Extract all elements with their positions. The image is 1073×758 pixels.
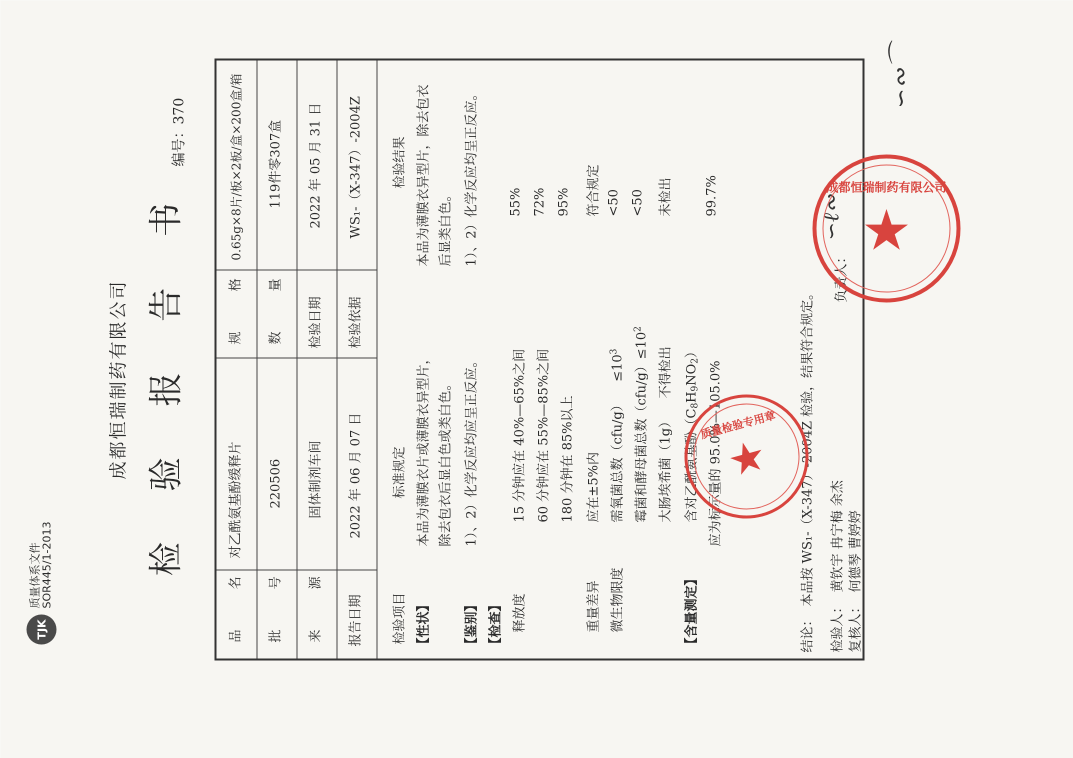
weight-variation-result: 符合规定 xyxy=(586,163,601,216)
basis-label: 检验依据 xyxy=(348,295,363,348)
report-date-label: 报告日期 xyxy=(348,593,363,646)
reviewer-names: 何德琴 曹婷婷 xyxy=(848,509,863,592)
report-frame xyxy=(214,58,864,660)
weight-variation-standard: 应在±5%内 xyxy=(586,451,601,522)
column-header-standard: 标准规定 xyxy=(392,445,407,498)
identification-standard: 1）、2）化学反应均应呈正反应。 xyxy=(464,353,479,546)
inspector-names: 黄钦宇 冉宁梅 余杰 xyxy=(830,479,845,592)
mould-yeast-standard: 霉菌和酵母菌总数$(cfu/g)\le 10^2$ xyxy=(633,325,649,522)
aerobic-count-standard: 需氧菌总数（cfu/g） $\le 10^3$ xyxy=(609,348,625,522)
checks-label: 【检查】 xyxy=(488,597,503,650)
company-name: 成都恒瑞制药有限公司 xyxy=(108,279,129,479)
date-signature: ∽∾⌒ xyxy=(886,43,914,108)
assay-result: 99.7% xyxy=(704,174,719,216)
ecoli-result: 未检出 xyxy=(658,176,673,216)
product-name-label: 品 名 xyxy=(228,557,243,642)
quantity-label: 数 量 xyxy=(268,259,283,344)
release-result-15min: 55% xyxy=(508,187,523,216)
traits-result-cont: 后显类白色。 xyxy=(438,187,453,266)
quantity-value: 119件零307盒 xyxy=(268,119,283,208)
column-header-item: 检验项目 xyxy=(392,591,407,644)
source-label: 来 源 xyxy=(308,557,323,642)
conclusion-label: 结论： xyxy=(800,612,815,652)
inspector-label: 检验人： xyxy=(830,599,845,652)
responsible-label: 负责人： xyxy=(834,249,849,302)
col-divider xyxy=(216,357,376,358)
test-date-label: 检验日期 xyxy=(308,295,323,348)
spec-label: 规 格 xyxy=(228,259,243,344)
assay-standard: 含对乙酰氨基酚$(C_8H_9NO_2)$ xyxy=(684,344,700,522)
batch-label: 批 号 xyxy=(268,557,283,642)
test-date-value: 2022 年 05 月 31 日 xyxy=(308,102,323,228)
product-name-value: 对乙酰氨基酚缓释片 xyxy=(228,440,243,558)
assay-label: 【含量测定】 xyxy=(684,571,699,650)
identification-result: 1）、2）化学反应均呈正反应。 xyxy=(464,86,479,266)
company-stamp-text: 成都恒瑞制药有限公司 xyxy=(825,180,946,194)
traits-standard: 本品为薄膜衣片或薄膜衣异型片， xyxy=(416,350,431,546)
reviewer-label: 复核人： xyxy=(848,599,863,652)
aerobic-count-result: <50 xyxy=(606,188,621,216)
release-standard-180min: 180 分钟在 85%以上 xyxy=(560,395,575,522)
release-label: 释放度 xyxy=(512,592,527,632)
batch-value: 220506 xyxy=(268,458,283,508)
identification-label: 【鉴别】 xyxy=(464,597,479,650)
traits-standard-cont: 除去包衣后显白色或类白色。 xyxy=(438,376,453,546)
source-value: 固体制剂车间 xyxy=(308,439,323,518)
report-title: 检 验 报 告 书 xyxy=(146,182,186,576)
company-logo: TJK xyxy=(26,614,56,644)
traits-label: 【性状】 xyxy=(416,597,431,650)
star-icon: ★ xyxy=(721,428,771,486)
ecoli-standard: 大肠埃希菌（1g） 不得检出 xyxy=(658,345,673,522)
mould-yeast-result: <50 xyxy=(630,188,645,216)
conclusion-text: 本品按 WS₁-（X-347）-2004Z 检验，结果符合规定。 xyxy=(800,286,815,606)
release-result-180min: 95% xyxy=(556,187,571,216)
column-header-result: 检验结果 xyxy=(392,135,407,188)
weight-variation-label: 重量差异 xyxy=(586,579,601,632)
basis-value: WS₁-（X-347）-2004Z xyxy=(348,95,363,238)
qc-stamp-text: 质量检验专用章 xyxy=(698,408,777,441)
assay-standard-range: 应为标示量的 95.0%—105.0% xyxy=(708,360,723,546)
document-code: SOR445/1-2013 xyxy=(40,521,53,608)
microbial-limit-label: 微生物限度 xyxy=(610,566,625,632)
report-number: 编号：370 xyxy=(171,97,187,166)
responsible-signature: ∽ℓ∾ xyxy=(819,193,844,240)
star-icon: ★ xyxy=(860,198,912,263)
report-date-value: 2022 年 06 月 07 日 xyxy=(348,412,363,538)
release-standard-15min: 15 分钟应在 40%—65%之间 xyxy=(512,348,527,522)
quality-system-label: 质量体系文件 xyxy=(28,542,41,608)
company-stamp xyxy=(812,154,960,302)
release-result-60min: 72% xyxy=(532,187,547,216)
traits-result: 本品为薄膜衣异型片，除去包衣 xyxy=(416,83,431,266)
release-standard-60min: 60 分钟应在 55%—85%之间 xyxy=(536,348,551,522)
spec-value: 0.65g×8片/板×2板/盒×200盒/箱 xyxy=(229,73,243,260)
